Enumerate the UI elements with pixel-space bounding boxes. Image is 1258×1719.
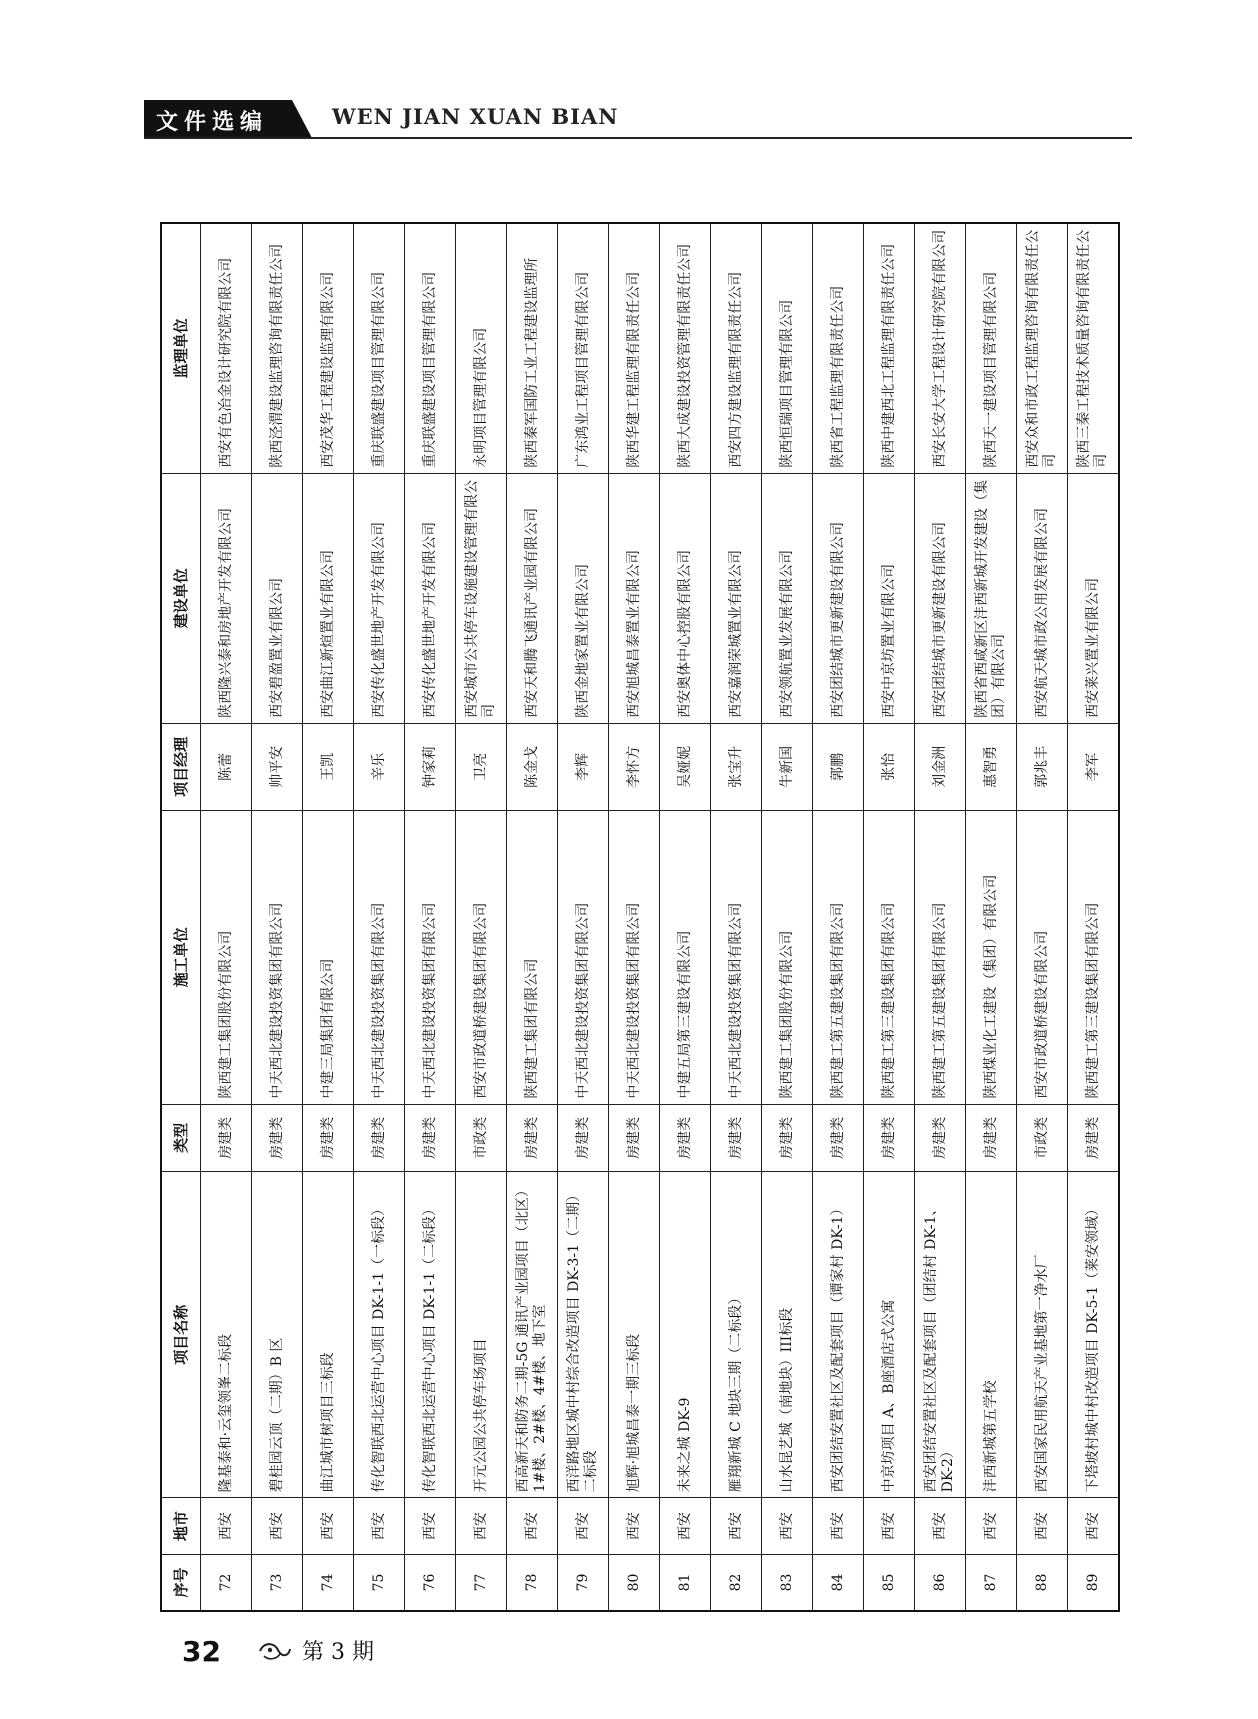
row-manager: 辛乐	[354, 723, 405, 810]
row-manager: 吴娅妮	[660, 723, 711, 810]
row-supervisor: 西安四方建设监理有限责任公司	[711, 223, 762, 473]
row-no: 78	[507, 1554, 558, 1611]
row-project: 西高新天和防务二期-5G 通讯产业园项目（北区）1#楼、2#楼、4#楼、地下室	[507, 1172, 558, 1498]
section-pinyin: WEN JIAN XUAN BIAN	[332, 104, 619, 129]
row-contractor: 中天西北建设投资集团有限公司	[711, 810, 762, 1104]
row-supervisor: 陕西华建工程监理有限责任公司	[609, 223, 660, 473]
row-project: 沣西新城第五学校	[966, 1172, 1017, 1498]
row-type: 房建类	[609, 1104, 660, 1171]
row-type: 房建类	[558, 1104, 609, 1171]
row-project: 隆基泰和·云玺领峯二标段	[201, 1172, 252, 1498]
row-no: 85	[864, 1554, 915, 1611]
row-no: 73	[252, 1554, 303, 1611]
row-no: 84	[813, 1554, 864, 1611]
table-header-row	[161, 223, 201, 1611]
row-contractor: 陕西建工第五建设集团有限公司	[813, 810, 864, 1104]
row-contractor: 中天西北建设投资集团有限公司	[609, 810, 660, 1104]
section-title: 文件选编	[156, 110, 269, 135]
table-row	[915, 223, 966, 1611]
row-owner: 西安领航置业发展有限公司	[762, 473, 813, 723]
row-type: 市政类	[1017, 1104, 1068, 1171]
row-no: 72	[201, 1554, 252, 1611]
column-header-project: 项目名称	[161, 1172, 201, 1498]
row-type: 房建类	[864, 1104, 915, 1171]
row-contractor: 中天西北建设投资集团有限公司	[252, 810, 303, 1104]
row-no: 75	[354, 1554, 405, 1611]
row-contractor: 中天西北建设投资集团有限公司	[354, 810, 405, 1104]
row-owner: 西安传化盛世地产开发有限公司	[354, 473, 405, 723]
row-manager: 钟家莉	[405, 723, 456, 810]
row-supervisor: 西安长安大学工程设计研究院有限公司	[915, 223, 966, 473]
table-row	[405, 223, 456, 1611]
row-owner: 西安中京坊置业有限公司	[864, 473, 915, 723]
row-project: 开元公园公共停车场项目	[456, 1172, 507, 1498]
row-manager: 陈蕾	[201, 723, 252, 810]
issue-label: 第 3 期	[302, 1640, 374, 1665]
row-supervisor: 陕西天一建设项目管理有限公司	[966, 223, 1017, 473]
row-project: 碧桂园云顶（二期）B 区	[252, 1172, 303, 1498]
row-type: 房建类	[711, 1104, 762, 1171]
row-type: 房建类	[915, 1104, 966, 1171]
row-owner: 陕西省西咸新区沣西新城开发建设（集团）有限公司	[966, 473, 1017, 723]
row-project: 西安国家民用航天产业基地第一净水厂	[1017, 1172, 1068, 1498]
table-row	[354, 223, 405, 1611]
row-project: 西洋路地区城中村综合改造项目 DK-3-1（二期）二标段	[558, 1172, 609, 1498]
row-supervisor: 陕西省工程监理有限责任公司	[813, 223, 864, 473]
row-type: 房建类	[762, 1104, 813, 1171]
row-type: 房建类	[303, 1104, 354, 1171]
row-owner: 西安天和腾飞通讯产业园有限公司	[507, 473, 558, 723]
row-city: 西安	[1017, 1498, 1068, 1555]
page-number: 32	[182, 1635, 221, 1668]
row-owner: 西安团结城市更新建设有限公司	[915, 473, 966, 723]
row-project: 传化智联西北运营中心项目 DK-1-1（二标段）	[405, 1172, 456, 1498]
row-contractor: 陕西煤业化工建设（集团）有限公司	[966, 810, 1017, 1104]
row-city: 西安	[405, 1498, 456, 1555]
row-no: 82	[711, 1554, 762, 1611]
row-type: 房建类	[507, 1104, 558, 1171]
row-manager: 帅平安	[252, 723, 303, 810]
row-city: 西安	[864, 1498, 915, 1555]
row-owner: 西安城市公共停车设施建设管理有限公司	[456, 473, 507, 723]
table-row	[813, 223, 864, 1611]
row-type: 房建类	[1068, 1104, 1120, 1171]
row-no: 88	[1017, 1554, 1068, 1611]
row-supervisor: 西安众和市政工程监理咨询有限责任公司	[1017, 223, 1068, 473]
row-city: 西安	[609, 1498, 660, 1555]
column-header-contractor: 施工单位	[161, 810, 201, 1104]
row-project: 西安团结安置社区及配套项目（团结村 DK-1、DK-2）	[915, 1172, 966, 1498]
row-contractor: 西安市政道桥建设有限公司	[1017, 810, 1068, 1104]
row-project: 下塔坡村城中村改造项目 DK-5-1（莱安领域）	[1068, 1172, 1120, 1498]
row-city: 西安	[354, 1498, 405, 1555]
table-row	[609, 223, 660, 1611]
row-type: 房建类	[966, 1104, 1017, 1171]
row-manager: 王凯	[303, 723, 354, 810]
row-city: 西安	[1068, 1498, 1120, 1555]
row-project: 未来之城 DK-9	[660, 1172, 711, 1498]
section-tab	[144, 100, 292, 138]
row-type: 房建类	[354, 1104, 405, 1171]
table-row	[864, 223, 915, 1611]
scroll-icon	[258, 1640, 292, 1662]
row-contractor: 西安市政道桥建设集团有限公司	[456, 810, 507, 1104]
row-owner: 西安奥体中心控股有限公司	[660, 473, 711, 723]
row-contractor: 中建三局集团有限公司	[303, 810, 354, 1104]
row-contractor: 陕西建工集团股份有限公司	[201, 810, 252, 1104]
row-city: 西安	[762, 1498, 813, 1555]
row-city: 西安	[507, 1498, 558, 1555]
row-project: 旭辉·旭城昌泰一期三标段	[609, 1172, 660, 1498]
row-manager: 刘金洲	[915, 723, 966, 810]
table-row	[456, 223, 507, 1611]
row-city: 西安	[966, 1498, 1017, 1555]
row-project: 雁翔新城 C 地块三期（二标段）	[711, 1172, 762, 1498]
row-contractor: 中建五局第三建设有限公司	[660, 810, 711, 1104]
row-supervisor: 重庆联盛建设项目管理有限公司	[354, 223, 405, 473]
row-city: 西安	[813, 1498, 864, 1555]
row-owner: 西安嘉润荣城置业有限公司	[711, 473, 762, 723]
table-row	[762, 223, 813, 1611]
row-type: 房建类	[813, 1104, 864, 1171]
row-project: 传化智联西北运营中心项目 DK-1-1（一标段）	[354, 1172, 405, 1498]
row-supervisor: 陕西三秦工程技术质量咨询有限责任公司	[1068, 223, 1120, 473]
row-owner: 西安传化盛世地产开发有限公司	[405, 473, 456, 723]
row-project: 中京坊项目 A、B座酒店式公寓	[864, 1172, 915, 1498]
row-type: 房建类	[252, 1104, 303, 1171]
row-type: 房建类	[405, 1104, 456, 1171]
row-project: 西安团结安置社区及配套项目（谭家村 DK-1）	[813, 1172, 864, 1498]
row-contractor: 陕西建工第三建设集团有限公司	[864, 810, 915, 1104]
row-city: 西安	[558, 1498, 609, 1555]
row-no: 76	[405, 1554, 456, 1611]
row-contractor: 陕西建工第五建设集团有限公司	[915, 810, 966, 1104]
row-type: 市政类	[456, 1104, 507, 1171]
row-owner: 西安航天城市政公用发展有限公司	[1017, 473, 1068, 723]
table-row	[1068, 223, 1120, 1611]
row-contractor: 陕西建工第三建设集团有限公司	[1068, 810, 1120, 1104]
row-owner: 西安曲江新煊置业有限公司	[303, 473, 354, 723]
column-header-type: 类型	[161, 1104, 201, 1171]
row-no: 74	[303, 1554, 354, 1611]
row-manager: 李怀方	[609, 723, 660, 810]
row-owner: 西安莱兴置业有限公司	[1068, 473, 1120, 723]
row-supervisor: 西安有色冶金设计研究院有限公司	[201, 223, 252, 473]
row-no: 87	[966, 1554, 1017, 1611]
row-city: 西安	[201, 1498, 252, 1555]
row-contractor: 中天西北建设投资集团有限公司	[405, 810, 456, 1104]
row-manager: 李辉	[558, 723, 609, 810]
row-contractor: 陕西建工集团股份有限公司	[762, 810, 813, 1104]
table-row	[660, 223, 711, 1611]
row-manager: 惠智勇	[966, 723, 1017, 810]
row-contractor: 中天西北建设投资集团有限公司	[558, 810, 609, 1104]
row-city: 西安	[456, 1498, 507, 1555]
row-city: 西安	[660, 1498, 711, 1555]
row-no: 89	[1068, 1554, 1120, 1611]
row-no: 77	[456, 1554, 507, 1611]
table-row	[711, 223, 762, 1611]
table-row	[303, 223, 354, 1611]
table-row	[201, 223, 252, 1611]
row-no: 81	[660, 1554, 711, 1611]
project-table-frame	[160, 229, 1130, 1612]
row-no: 83	[762, 1554, 813, 1611]
row-city: 西安	[711, 1498, 762, 1555]
row-manager: 郭鹏	[813, 723, 864, 810]
column-header-owner: 建设单位	[161, 473, 201, 723]
row-supervisor: 陕西秦军国防工业工程建设监理所	[507, 223, 558, 473]
header-rule	[310, 137, 1132, 139]
project-table	[160, 222, 1120, 1612]
table-row	[558, 223, 609, 1611]
row-city: 西安	[252, 1498, 303, 1555]
row-manager: 张怡	[864, 723, 915, 810]
row-no: 86	[915, 1554, 966, 1611]
row-manager: 郭兆丰	[1017, 723, 1068, 810]
table-row	[1017, 223, 1068, 1611]
row-owner: 陕西金地家置业有限公司	[558, 473, 609, 723]
row-owner: 西安团结城市更新建设有限公司	[813, 473, 864, 723]
row-manager: 陈金戈	[507, 723, 558, 810]
row-supervisor: 陕西中建西北工程监理有限责任公司	[864, 223, 915, 473]
column-header-supervisor: 监理单位	[161, 223, 201, 473]
row-manager: 卫亮	[456, 723, 507, 810]
row-project: 曲江城市树项目三标段	[303, 1172, 354, 1498]
row-supervisor: 永明项目管理有限公司	[456, 223, 507, 473]
row-contractor: 陕西建工集团有限公司	[507, 810, 558, 1104]
row-city: 西安	[303, 1498, 354, 1555]
column-header-manager: 项目经理	[161, 723, 201, 810]
row-manager: 牛新国	[762, 723, 813, 810]
row-supervisor: 陕西泾渭建设监理咨询有限责任公司	[252, 223, 303, 473]
row-type: 房建类	[660, 1104, 711, 1171]
row-no: 80	[609, 1554, 660, 1611]
row-city: 西安	[915, 1498, 966, 1555]
row-supervisor: 重庆联盛建设项目管理有限公司	[405, 223, 456, 473]
header-rule-left	[144, 137, 314, 139]
column-header-city: 地市	[161, 1498, 201, 1555]
table-row	[252, 223, 303, 1611]
row-project: 山水昆艺城（南地块）III标段	[762, 1172, 813, 1498]
row-owner: 西安碧盈置业有限公司	[252, 473, 303, 723]
row-owner: 西安旭城昌泰置业有限公司	[609, 473, 660, 723]
row-supervisor: 西安茂华工程建设监理有限公司	[303, 223, 354, 473]
row-type: 房建类	[201, 1104, 252, 1171]
row-supervisor: 陕西大成建设投资管理有限责任公司	[660, 223, 711, 473]
table-body	[201, 223, 1120, 1611]
row-no: 79	[558, 1554, 609, 1611]
row-supervisor: 陕西恒瑞项目管理有限公司	[762, 223, 813, 473]
row-manager: 李军	[1068, 723, 1120, 810]
column-header-no: 序号	[161, 1554, 201, 1611]
row-supervisor: 广东鸿业工程项目管理有限公司	[558, 223, 609, 473]
table-row	[507, 223, 558, 1611]
row-owner: 陕西隆兴泰和房地产开发有限公司	[201, 473, 252, 723]
row-manager: 张宝升	[711, 723, 762, 810]
table-row	[966, 223, 1017, 1611]
